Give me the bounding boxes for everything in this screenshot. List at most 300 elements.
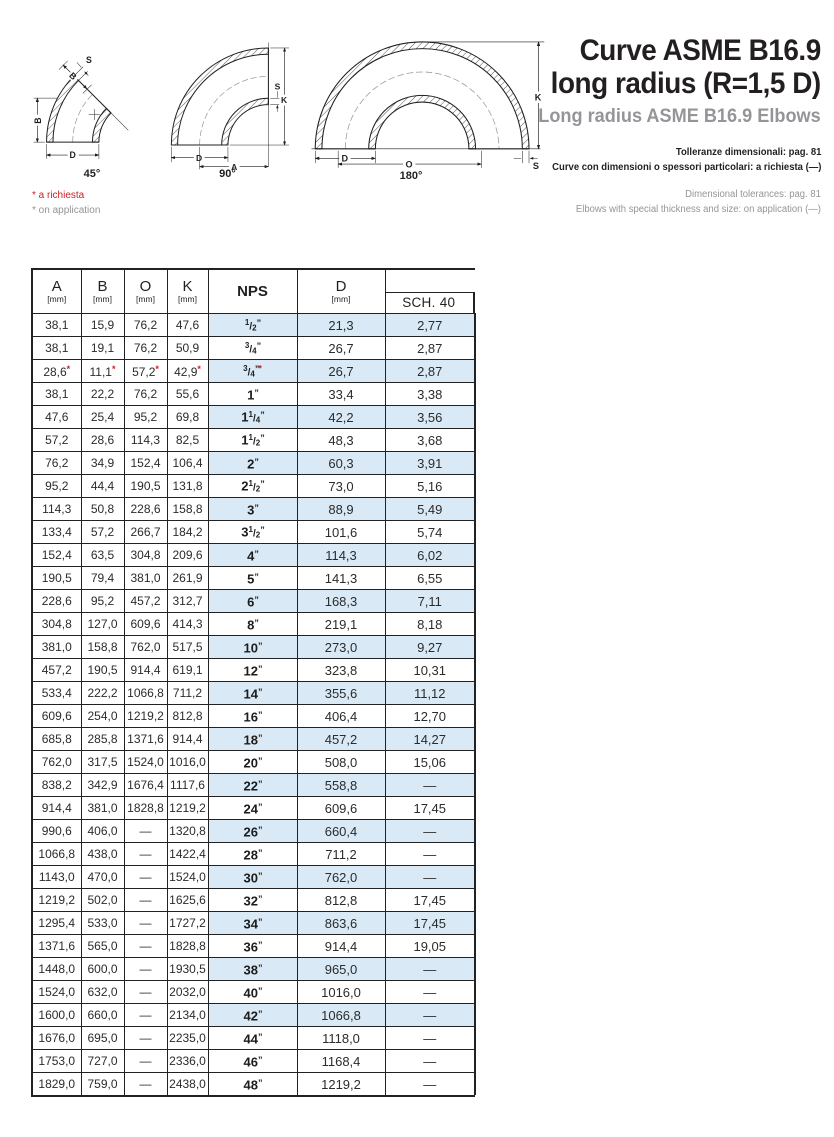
table-cell-b: 127,0 (81, 613, 124, 636)
table-body (33, 314, 475, 1096)
table-cell-a: 228,6 (33, 590, 81, 613)
table-cell-a: 1600,0 (33, 1004, 81, 1027)
table-cell-sch40: 8,18 (385, 613, 475, 636)
table-cell-b: 632,0 (81, 981, 124, 1004)
table-cell-sch40: 6,55 (385, 567, 475, 590)
table-cell-b: 381,0 (81, 797, 124, 820)
table-cell-a: 38,1 (33, 314, 81, 337)
table-cell-k: 1016,0 (167, 751, 208, 774)
table-cell-sch40: 3,68 (385, 429, 475, 452)
table-cell-a: 1448,0 (33, 958, 81, 981)
table-cell-o: 304,8 (124, 544, 167, 567)
table-cell-a: 38,1 (33, 337, 81, 360)
elbow-180-diagram (300, 36, 550, 170)
table-cell-d: 21,3 (297, 314, 385, 337)
table-cell-k: 914,4 (167, 728, 208, 751)
table-cell-b: 502,0 (81, 889, 124, 912)
note-en-tolerances: Dimensional tolerances: pag. 81 (685, 189, 821, 200)
table-cell-o: 1219,2 (124, 705, 167, 728)
table-row (33, 889, 475, 912)
table-cell-a: 457,2 (33, 659, 81, 682)
table-cell-a: 990,6 (33, 820, 81, 843)
title-block (517, 34, 821, 128)
table-cell-sch40: 9,27 (385, 636, 475, 659)
col-header-d: D [mm] (297, 270, 385, 314)
table-row (33, 820, 475, 843)
table-cell-b: 15,9 (81, 314, 124, 337)
table-cell-b: 406,0 (81, 820, 124, 843)
table-cell-d: 660,4 (297, 820, 385, 843)
table-cell-a: 1753,0 (33, 1050, 81, 1073)
note-en-special: Elbows with special thickness and size: on application (—) (575, 203, 821, 215)
table-cell-b: 695,0 (81, 1027, 124, 1050)
dim-label-d90-k: K (280, 95, 288, 106)
dim-label-d90-d: D (196, 152, 203, 163)
table-cell-a: 190,5 (33, 567, 81, 590)
table-cell-nps: $^3$/4” (208, 337, 297, 360)
table-cell-d: 1219,2 (297, 1073, 385, 1096)
table-cell-o: 914,4 (124, 659, 167, 682)
table-cell-d: 914,4 (297, 935, 385, 958)
table-cell-o: 266,7 (124, 521, 167, 544)
table-cell-sch40: — (385, 774, 475, 797)
table-cell-nps: 3$^1$/2” (208, 521, 297, 544)
table-cell-o: 1828,8 (124, 797, 167, 820)
table-cell-o: 1676,4 (124, 774, 167, 797)
page-subtitle: Long radius ASME B16.9 Elbows (538, 105, 821, 127)
table-cell-k: 2032,0 (167, 981, 208, 1004)
caption-45: 45° (83, 168, 101, 180)
table-cell-a: 914,4 (33, 797, 81, 820)
table-cell-b: 285,8 (81, 728, 124, 751)
table-cell-sch40: 2,87 (385, 360, 475, 383)
table-cell-nps: 32” (208, 889, 297, 912)
table-row (33, 659, 475, 682)
table-row (33, 958, 475, 981)
dim-label-d180-s: S (532, 160, 539, 170)
table-cell-a: 114,3 (33, 498, 81, 521)
table-cell-k: 312,7 (167, 590, 208, 613)
table-cell-b: 317,5 (81, 751, 124, 774)
table-cell-sch40: — (385, 1027, 475, 1050)
table-cell-nps: 10” (208, 636, 297, 659)
table-cell-a: 28,6* (33, 360, 81, 383)
elbow-45-diagram (30, 30, 154, 168)
table-cell-o: 609,6 (124, 613, 167, 636)
table-cell-a: 133,4 (33, 521, 81, 544)
table-cell-d: 609,6 (297, 797, 385, 820)
sch40-header-box: SCH. 40 (385, 292, 476, 313)
table-cell-o: — (124, 1073, 167, 1096)
table-cell-o: — (124, 1004, 167, 1027)
table-row (33, 935, 475, 958)
table-row (33, 751, 475, 774)
table-cell-sch40: — (385, 981, 475, 1004)
col-header-nps: NPS (208, 270, 297, 314)
table-cell-o: — (124, 1027, 167, 1050)
table-cell-d: 965,0 (297, 958, 385, 981)
footnote-english: * on application (32, 205, 101, 216)
table-cell-k: 711,2 (167, 682, 208, 705)
table-row (33, 590, 475, 613)
table-cell-o: — (124, 981, 167, 1004)
table-cell-d: 812,8 (297, 889, 385, 912)
table-cell-o: 76,2 (124, 383, 167, 406)
table-cell-b: 44,4 (81, 475, 124, 498)
table-row (33, 1050, 475, 1073)
table-cell-o: 228,6 (124, 498, 167, 521)
table-cell-o: 76,2 (124, 314, 167, 337)
table-cell-sch40: 11,12 (385, 682, 475, 705)
table-row (33, 429, 475, 452)
table-cell-k: 184,2 (167, 521, 208, 544)
table-cell-b: 11,1* (81, 360, 124, 383)
table-cell-d: 141,3 (297, 567, 385, 590)
caption-90: 90° (219, 168, 236, 180)
table-cell-nps: 16” (208, 705, 297, 728)
table-cell-sch40: 15,06 (385, 751, 475, 774)
table-cell-a: 1524,0 (33, 981, 81, 1004)
dim-label-d180-d: D (341, 153, 349, 164)
table-row (33, 1073, 475, 1096)
table-cell-k: 517,5 (167, 636, 208, 659)
table-row (33, 475, 475, 498)
dim-label-d45-b-left: B (33, 117, 44, 124)
table-cell-nps: 36” (208, 935, 297, 958)
table-cell-b: 19,1 (81, 337, 124, 360)
table-cell-nps: 1$^1$/2” (208, 429, 297, 452)
table-cell-sch40: 19,05 (385, 935, 475, 958)
table-cell-nps: 6” (208, 590, 297, 613)
table-cell-o: — (124, 1050, 167, 1073)
dim-label-d45-b-angled: B (67, 70, 79, 82)
table-cell-k: 261,9 (167, 567, 208, 590)
table-cell-o: 152,4 (124, 452, 167, 475)
table-row (33, 728, 475, 751)
table-cell-nps: 3” (208, 498, 297, 521)
table-row (33, 360, 475, 383)
table-row (33, 498, 475, 521)
dimensions-table-wrap (31, 268, 475, 1097)
table-cell-k: 2438,0 (167, 1073, 208, 1096)
table-cell-sch40: 6,02 (385, 544, 475, 567)
table-cell-d: 457,2 (297, 728, 385, 751)
table-row (33, 452, 475, 475)
table-cell-nps: 26” (208, 820, 297, 843)
table-cell-b: 438,0 (81, 843, 124, 866)
table-cell-k: 131,8 (167, 475, 208, 498)
table-cell-k: 2134,0 (167, 1004, 208, 1027)
table-cell-a: 1219,2 (33, 889, 81, 912)
table-cell-sch40: 10,31 (385, 659, 475, 682)
table-cell-o: — (124, 866, 167, 889)
table-cell-b: 342,9 (81, 774, 124, 797)
table-row (33, 866, 475, 889)
table-cell-nps: 18” (208, 728, 297, 751)
table-cell-o: 190,5 (124, 475, 167, 498)
table-cell-k: 812,8 (167, 705, 208, 728)
table-cell-b: 190,5 (81, 659, 124, 682)
table-cell-b: 727,0 (81, 1050, 124, 1073)
dim-label-d180-k: K (534, 92, 542, 103)
table-cell-o: 1066,8 (124, 682, 167, 705)
table-cell-nps: 1$^1$/4” (208, 406, 297, 429)
table-cell-nps: 8” (208, 613, 297, 636)
col-header-k: K [mm] (167, 270, 208, 314)
table-cell-sch40: 5,49 (385, 498, 475, 521)
table-cell-k: 106,4 (167, 452, 208, 475)
table-cell-d: 219,1 (297, 613, 385, 636)
table-cell-nps: 2” (208, 452, 297, 475)
table-cell-d: 73,0 (297, 475, 385, 498)
table-cell-a: 1829,0 (33, 1073, 81, 1096)
table-cell-a: 381,0 (33, 636, 81, 659)
table-cell-nps: 48” (208, 1073, 297, 1096)
dim-label-d45-s: S (86, 55, 92, 66)
table-cell-k: 1727,2 (167, 912, 208, 935)
table-cell-nps: 24” (208, 797, 297, 820)
table-cell-a: 838,2 (33, 774, 81, 797)
table-cell-d: 508,0 (297, 751, 385, 774)
table-cell-b: 79,4 (81, 567, 124, 590)
table-cell-o: — (124, 912, 167, 935)
table-cell-o: 762,0 (124, 636, 167, 659)
table-cell-k: 1422,4 (167, 843, 208, 866)
table-row (33, 337, 475, 360)
table-cell-sch40: 2,87 (385, 337, 475, 360)
table-cell-o: 57,2* (124, 360, 167, 383)
table-cell-k: 1320,8 (167, 820, 208, 843)
table-cell-k: 1828,8 (167, 935, 208, 958)
table-cell-sch40: 14,27 (385, 728, 475, 751)
table-cell-k: 1219,2 (167, 797, 208, 820)
table-cell-nps: 12” (208, 659, 297, 682)
table-row (33, 1004, 475, 1027)
table-cell-sch40: 3,38 (385, 383, 475, 406)
table-cell-a: 1676,0 (33, 1027, 81, 1050)
table-header-row (33, 270, 475, 314)
table-cell-b: 34,9 (81, 452, 124, 475)
table-cell-k: 50,9 (167, 337, 208, 360)
table-cell-k: 1625,6 (167, 889, 208, 912)
table-cell-nps: 38” (208, 958, 297, 981)
table-row (33, 314, 475, 337)
table-cell-k: 158,8 (167, 498, 208, 521)
table-cell-d: 1118,0 (297, 1027, 385, 1050)
table-cell-o: — (124, 935, 167, 958)
dim-label-d180-o: O (405, 159, 413, 170)
table-cell-d: 60,3 (297, 452, 385, 475)
table-cell-d: 558,8 (297, 774, 385, 797)
table-cell-k: 414,3 (167, 613, 208, 636)
table-cell-nps: 1” (208, 383, 297, 406)
table-cell-a: 38,1 (33, 383, 81, 406)
table-cell-o: 1371,6 (124, 728, 167, 751)
table-cell-o: — (124, 820, 167, 843)
table-cell-sch40: — (385, 958, 475, 981)
col-header-sch40 (385, 270, 475, 314)
table-cell-sch40: 7,11 (385, 590, 475, 613)
table-cell-d: 101,6 (297, 521, 385, 544)
table-cell-d: 168,3 (297, 590, 385, 613)
table-cell-o: 95,2 (124, 406, 167, 429)
table-cell-d: 1066,8 (297, 1004, 385, 1027)
table-cell-o: 114,3 (124, 429, 167, 452)
table-cell-sch40: — (385, 820, 475, 843)
table-row (33, 406, 475, 429)
table-cell-nps: 4” (208, 544, 297, 567)
table-cell-sch40: 3,91 (385, 452, 475, 475)
table-cell-nps: 20” (208, 751, 297, 774)
table-cell-k: 619,1 (167, 659, 208, 682)
table-cell-o: — (124, 889, 167, 912)
col-header-a: A [mm] (33, 270, 81, 314)
table-row (33, 705, 475, 728)
table-cell-a: 1371,6 (33, 935, 81, 958)
table-cell-a: 76,2 (33, 452, 81, 475)
table-row (33, 521, 475, 544)
notes-english (563, 188, 821, 217)
table-cell-sch40: — (385, 843, 475, 866)
table-cell-d: 42,2 (297, 406, 385, 429)
table-cell-k: 69,8 (167, 406, 208, 429)
table-cell-a: 47,6 (33, 406, 81, 429)
table-cell-b: 470,0 (81, 866, 124, 889)
table-cell-o: 381,0 (124, 567, 167, 590)
table-cell-nps: 2$^1$/2” (208, 475, 297, 498)
table-cell-b: 95,2 (81, 590, 124, 613)
table-cell-sch40: 17,45 (385, 889, 475, 912)
table-cell-b: 254,0 (81, 705, 124, 728)
table-cell-k: 82,5 (167, 429, 208, 452)
table-cell-o: — (124, 843, 167, 866)
elbow-90-diagram (162, 30, 293, 172)
table-cell-b: 50,8 (81, 498, 124, 521)
table-cell-sch40: 17,45 (385, 912, 475, 935)
table-row (33, 981, 475, 1004)
table-cell-o: 76,2 (124, 337, 167, 360)
table-cell-b: 565,0 (81, 935, 124, 958)
dim-label-d90-s: S (274, 81, 281, 92)
table-row (33, 912, 475, 935)
table-cell-b: 63,5 (81, 544, 124, 567)
table-cell-a: 762,0 (33, 751, 81, 774)
table-cell-nps: 22” (208, 774, 297, 797)
table-cell-sch40: 17,45 (385, 797, 475, 820)
table-cell-sch40: — (385, 1073, 475, 1096)
dim-label-d90-a: A (231, 161, 238, 172)
table-row (33, 636, 475, 659)
table-cell-a: 533,4 (33, 682, 81, 705)
col-header-o: O [mm] (124, 270, 167, 314)
table-cell-o: — (124, 958, 167, 981)
table-cell-a: 685,8 (33, 728, 81, 751)
footnote-italian: * a richiesta (32, 190, 85, 201)
table-cell-a: 152,4 (33, 544, 81, 567)
table-cell-b: 533,0 (81, 912, 124, 935)
table-cell-a: 1295,4 (33, 912, 81, 935)
table-cell-d: 711,2 (297, 843, 385, 866)
table-cell-k: 42,9* (167, 360, 208, 383)
table-cell-nps: 28” (208, 843, 297, 866)
caption-180: 180° (399, 170, 423, 182)
table-cell-k: 55,6 (167, 383, 208, 406)
table-cell-a: 95,2 (33, 475, 81, 498)
table-cell-b: 600,0 (81, 958, 124, 981)
table-row (33, 1027, 475, 1050)
table-row (33, 544, 475, 567)
table-cell-d: 1016,0 (297, 981, 385, 1004)
table-cell-b: 222,2 (81, 682, 124, 705)
table-cell-nps: 14” (208, 682, 297, 705)
table-cell-o: 1524,0 (124, 751, 167, 774)
dimensions-table (33, 270, 476, 1095)
table-cell-o: 457,2 (124, 590, 167, 613)
table-cell-nps: $^1$/2” (208, 314, 297, 337)
table-cell-k: 2336,0 (167, 1050, 208, 1073)
table-cell-k: 1524,0 (167, 866, 208, 889)
table-cell-b: 158,8 (81, 636, 124, 659)
note-it-tolerances: Tolleranze dimensionali: pag. 81 (675, 147, 821, 158)
table-cell-d: 48,3 (297, 429, 385, 452)
table-cell-sch40: 5,74 (385, 521, 475, 544)
table-cell-d: 1168,4 (297, 1050, 385, 1073)
table-cell-d: 26,7 (297, 360, 385, 383)
table-cell-d: 33,4 (297, 383, 385, 406)
table-cell-sch40: — (385, 1004, 475, 1027)
table-cell-a: 304,8 (33, 613, 81, 636)
table-cell-a: 1143,0 (33, 866, 81, 889)
table-cell-d: 273,0 (297, 636, 385, 659)
table-cell-d: 26,7 (297, 337, 385, 360)
table-cell-b: 57,2 (81, 521, 124, 544)
table-row (33, 613, 475, 636)
table-cell-nps: $^3$/4”* (208, 360, 297, 383)
table-row (33, 682, 475, 705)
table-cell-sch40: — (385, 866, 475, 889)
table-cell-nps: 34” (208, 912, 297, 935)
table-cell-d: 114,3 (297, 544, 385, 567)
table-cell-b: 22,2 (81, 383, 124, 406)
table-cell-k: 1930,5 (167, 958, 208, 981)
note-it-special: Curve con dimensioni o spessori particolari: a richiesta (—) (551, 161, 821, 173)
table-cell-d: 406,4 (297, 705, 385, 728)
table-cell-nps: 30” (208, 866, 297, 889)
table-cell-b: 28,6 (81, 429, 124, 452)
table-cell-b: 660,0 (81, 1004, 124, 1027)
dim-label-d45-d: D (69, 150, 76, 161)
table-cell-a: 609,6 (33, 705, 81, 728)
table-cell-nps: 46” (208, 1050, 297, 1073)
table-row (33, 567, 475, 590)
table-cell-d: 355,6 (297, 682, 385, 705)
table-cell-sch40: 5,16 (385, 475, 475, 498)
table-cell-nps: 44” (208, 1027, 297, 1050)
table-row (33, 383, 475, 406)
table-cell-nps: 40” (208, 981, 297, 1004)
page-title-line2: long radius (R=1,5 D) (550, 67, 821, 100)
table-cell-b: 25,4 (81, 406, 124, 429)
table-cell-a: 57,2 (33, 429, 81, 452)
col-header-b: B [mm] (81, 270, 124, 314)
table-cell-sch40: — (385, 1050, 475, 1073)
table-cell-sch40: 12,70 (385, 705, 475, 728)
table-cell-b: 759,0 (81, 1073, 124, 1096)
table-cell-d: 88,9 (297, 498, 385, 521)
table-cell-k: 1117,6 (167, 774, 208, 797)
table-cell-d: 762,0 (297, 866, 385, 889)
page-title-line1: Curve ASME B16.9 (579, 34, 821, 67)
